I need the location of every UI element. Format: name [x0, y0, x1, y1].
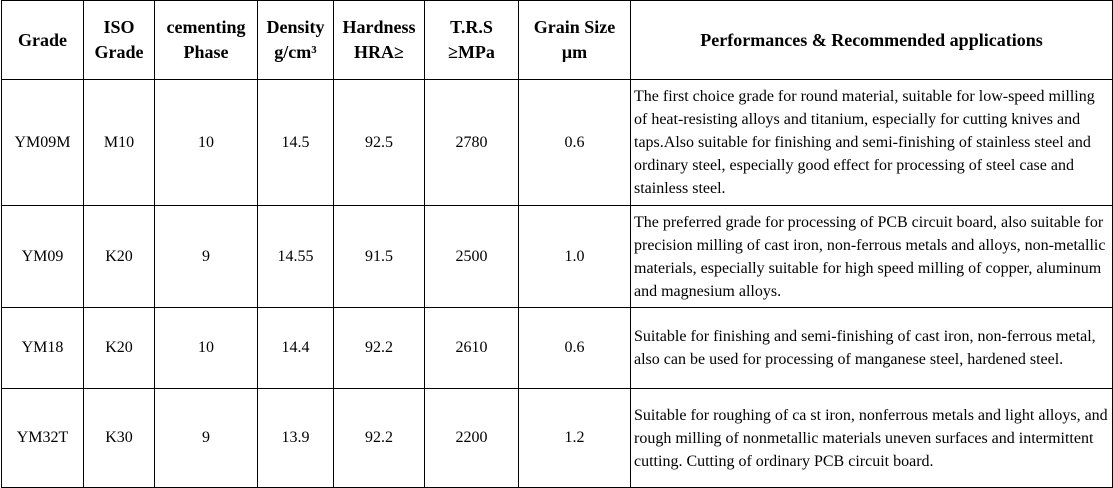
cell-cementing-phase: 10: [155, 80, 258, 206]
cell-iso-grade: K30: [84, 389, 155, 488]
cell-grade: YM09: [2, 206, 84, 308]
header-label: cementing: [166, 17, 246, 37]
table-row: [2, 80, 1113, 206]
cell-grain-size: 0.6: [519, 308, 631, 389]
cell-density: 14.4: [258, 308, 334, 389]
header-label: Grade: [18, 29, 67, 50]
cell-grain-size: 0.6: [519, 80, 631, 206]
header-grain-size: [519, 1, 631, 80]
cell-hardness: 92.2: [334, 389, 425, 488]
table-row: [2, 389, 1113, 488]
cell-grain-size: 1.2: [519, 389, 631, 488]
cell-trs: 2500: [425, 206, 519, 308]
table-row: [2, 308, 1113, 389]
table-row: [2, 206, 1113, 308]
cell-hardness: 92.2: [334, 308, 425, 389]
header-density: [258, 1, 334, 80]
cell-performances: The first choice grade for round material, suitable for low-speed milling of heat-resisting alloys and titanium, especially for cutting knives and taps.Also suitable for finishing and semi-finishing of stainless steel and ordinary steel, especially good effect for processing of steel case and stainless steel.: [631, 80, 1113, 206]
cell-density: 14.5: [258, 80, 334, 206]
cell-trs: 2610: [425, 308, 519, 389]
cell-grade: YM32T: [2, 389, 84, 488]
cell-iso-grade: M10: [84, 80, 155, 206]
header-cementing-phase: [155, 1, 258, 80]
cell-performances: Suitable for roughing of ca st iron, nonferrous metals and light alloys, and rough milling of nonmetallic materials uneven surfaces and intermittent cutting. Cutting of ordinary PCB circuit board.: [631, 389, 1113, 488]
cell-trs: 2780: [425, 80, 519, 206]
cell-iso-grade: K20: [84, 308, 155, 389]
cell-hardness: 91.5: [334, 206, 425, 308]
cell-grade: YM18: [2, 308, 84, 389]
header-iso-grade: [84, 1, 155, 80]
cell-cementing-phase: 9: [155, 389, 258, 488]
cell-performances: Suitable for finishing and semi-finishing of cast iron, non-ferrous metal, also can be used for processing of manganese steel, hardened steel.: [631, 308, 1113, 389]
header-label: ≥MPa: [448, 42, 495, 62]
header-label: Grain Size: [533, 17, 616, 37]
header-label: Density: [266, 17, 325, 37]
header-hardness: [334, 1, 425, 80]
cell-grain-size: 1.0: [519, 206, 631, 308]
header-performances: [631, 1, 1113, 80]
header-label: HRA≥: [354, 42, 404, 62]
cell-trs: 2200: [425, 389, 519, 488]
cell-cementing-phase: 9: [155, 206, 258, 308]
cell-hardness: 92.5: [334, 80, 425, 206]
cell-density: 13.9: [258, 389, 334, 488]
header-grade: [2, 1, 84, 80]
header-label: Hardness: [342, 17, 416, 37]
header-row: [2, 1, 1113, 80]
header-trs: [425, 1, 519, 80]
header-label: T.R.S: [450, 17, 493, 37]
cell-iso-grade: K20: [84, 206, 155, 308]
cell-performances: The preferred grade for processing of PCB circuit board, also suitable for precision milling of cast iron, non-ferrous metals and alloys, non-metallic materials, especially suitable for high speed milling of copper, aluminum and magnesium alloys.: [631, 206, 1113, 308]
cell-density: 14.55: [258, 206, 334, 308]
header-label: Phase: [183, 42, 229, 62]
header-label: ISO: [103, 17, 135, 37]
header-label: Performances & Recommended applications: [700, 29, 1043, 50]
cell-grade: YM09M: [2, 80, 84, 206]
grade-table: [1, 0, 1113, 488]
header-label: g/cm³: [274, 42, 317, 62]
cell-cementing-phase: 10: [155, 308, 258, 389]
header-label: Grade: [94, 42, 144, 62]
header-label: μm: [561, 42, 588, 62]
